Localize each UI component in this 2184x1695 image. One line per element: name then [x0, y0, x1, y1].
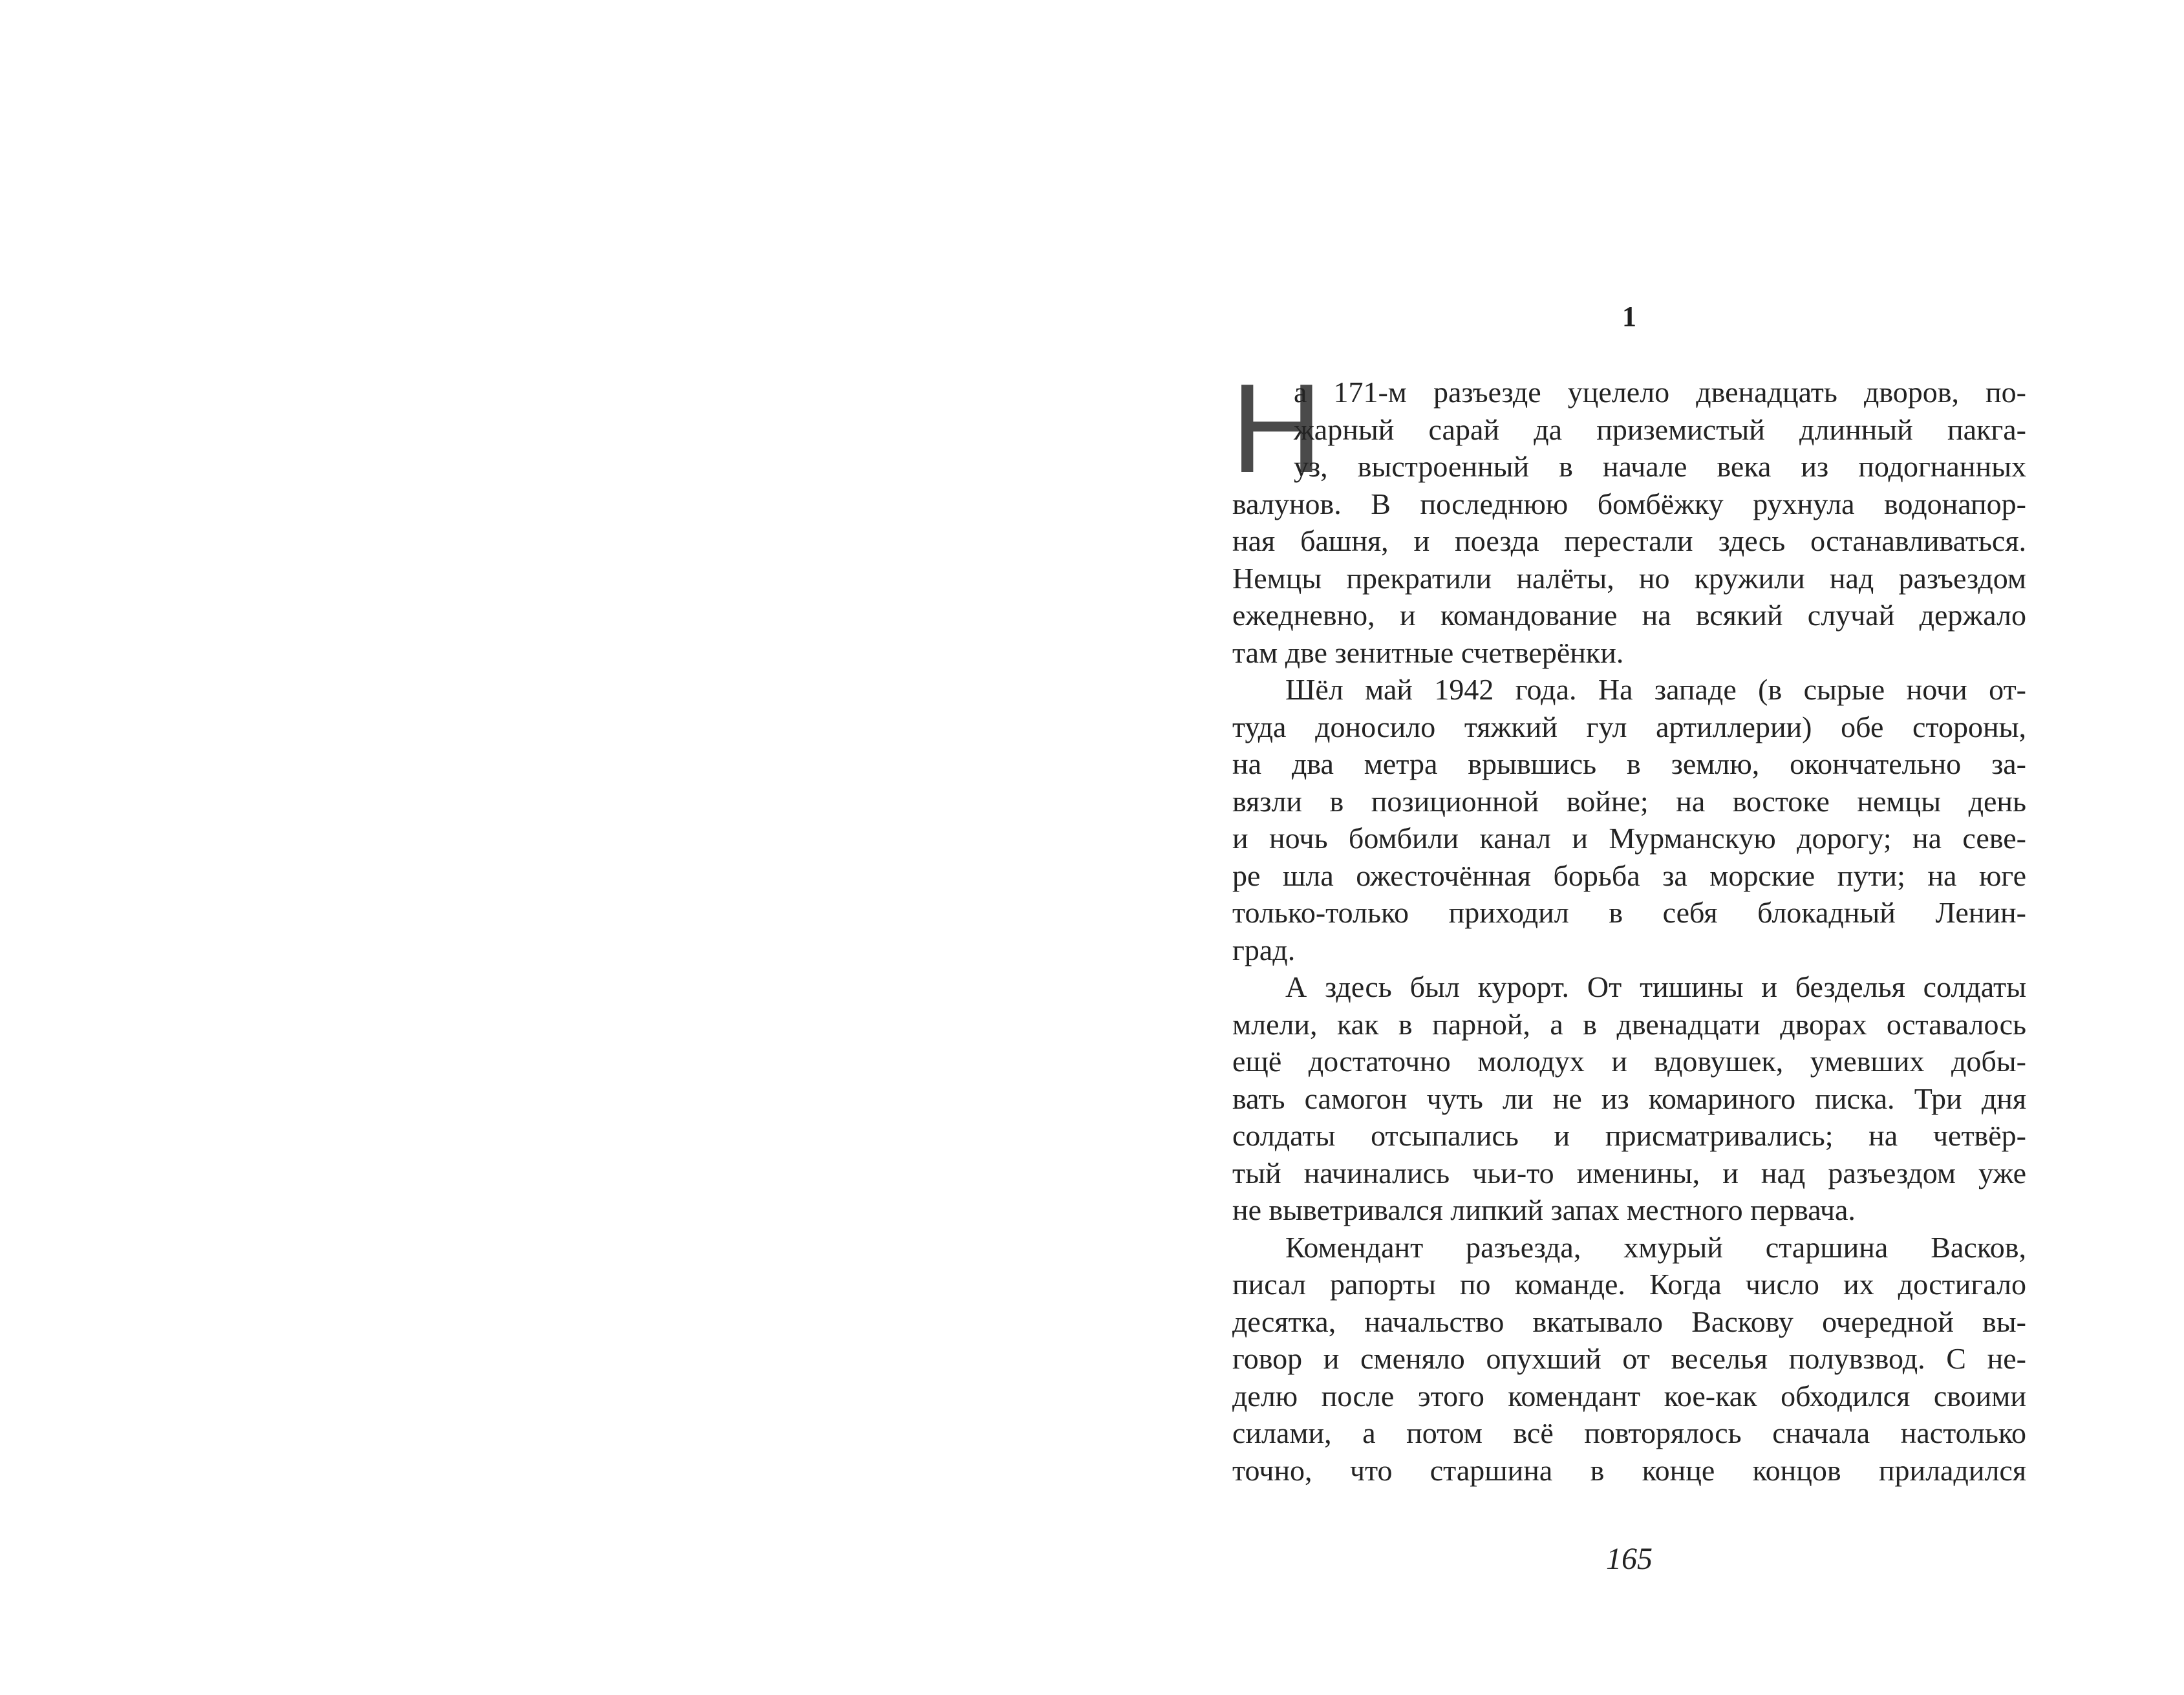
text-line: говор и сменяло опухший от веселья полувзвод. С не-	[1232, 1342, 2026, 1375]
text-line: ная башня, и поезда перестали здесь останавливаться.	[1232, 524, 2026, 557]
text-line: ежедневно, и командование на всякий случай держало	[1232, 599, 2026, 632]
text-line: жарный сарай да приземистый длинный пакга-	[1294, 412, 2026, 446]
chapter-number: 1	[1622, 301, 1636, 332]
text-line: тый начинались чьи-то именины, и над разъездом уже	[1232, 1156, 2026, 1189]
text-line: Немцы прекратили налёты, но кружили над разъездом	[1232, 561, 2026, 595]
text-line: ре шла ожесточённая борьба за морские пути; на юге	[1232, 858, 2026, 892]
text-line: А здесь был курорт. От тишины и безделья солдаты	[1285, 970, 2026, 1003]
text-line: вать самогон чуть ли не из комариного писка. Три дня	[1232, 1082, 2026, 1115]
text-line: делю после этого комендант кое-как обходился своими	[1232, 1379, 2026, 1412]
text-line: Комендант разъезда, хмурый старшина Васков,	[1285, 1230, 2026, 1264]
text-line: десятка, начальство вкатывало Васкову очередной вы-	[1232, 1305, 2026, 1338]
text-line: писал рапорты по команде. Когда число их достигало	[1232, 1268, 2026, 1301]
text-line: Шёл май 1942 года. На западе (в сырые ночи от-	[1285, 673, 2026, 706]
text-line: а 171-м разъезде уцелело двенадцать дворов, по-	[1294, 376, 2026, 409]
text-line: валунов. В последнюю бомбёжку рухнула водонапор-	[1232, 487, 2026, 520]
text-line: туда доносило тяжкий гул артиллерии) обе стороны,	[1232, 710, 2026, 743]
text-line: ещё достаточно молодух и вдовушек, умевших добы-	[1232, 1045, 2026, 1078]
text-line: солдаты отсыпались и присматривались; на четвёр-	[1232, 1119, 2026, 1152]
text-line: только-только приходил в себя блокадный Ленин-	[1232, 896, 2026, 929]
text-line: уз, выстроенный в начале века из подогнанных	[1294, 450, 2026, 483]
text-line: там две зенитные счетверёнки.	[1232, 635, 1624, 669]
text-line: на два метра врывшись в землю, окончательно за-	[1232, 747, 2026, 780]
text-line: вязли в позиционной войне; на востоке немцы день	[1232, 784, 2026, 818]
drop-cap-letter: Н	[1231, 357, 1323, 499]
text-line: и ночь бомбили канал и Мурманскую дорогу; на севе-	[1232, 822, 2026, 855]
text-line: точно, что старшина в конце концов приладился	[1232, 1453, 2026, 1487]
text-line: млели, как в парной, а в двенадцати дворах оставалось	[1232, 1007, 2026, 1041]
text-line: не выветривался липкий запах местного первача.	[1232, 1193, 1856, 1226]
text-line: силами, а потом всё повторялось сначала настолько	[1232, 1416, 2026, 1449]
body-text	[1231, 357, 2026, 1489]
page-number: 165	[1606, 1542, 1653, 1576]
text-line: град.	[1232, 933, 1296, 966]
